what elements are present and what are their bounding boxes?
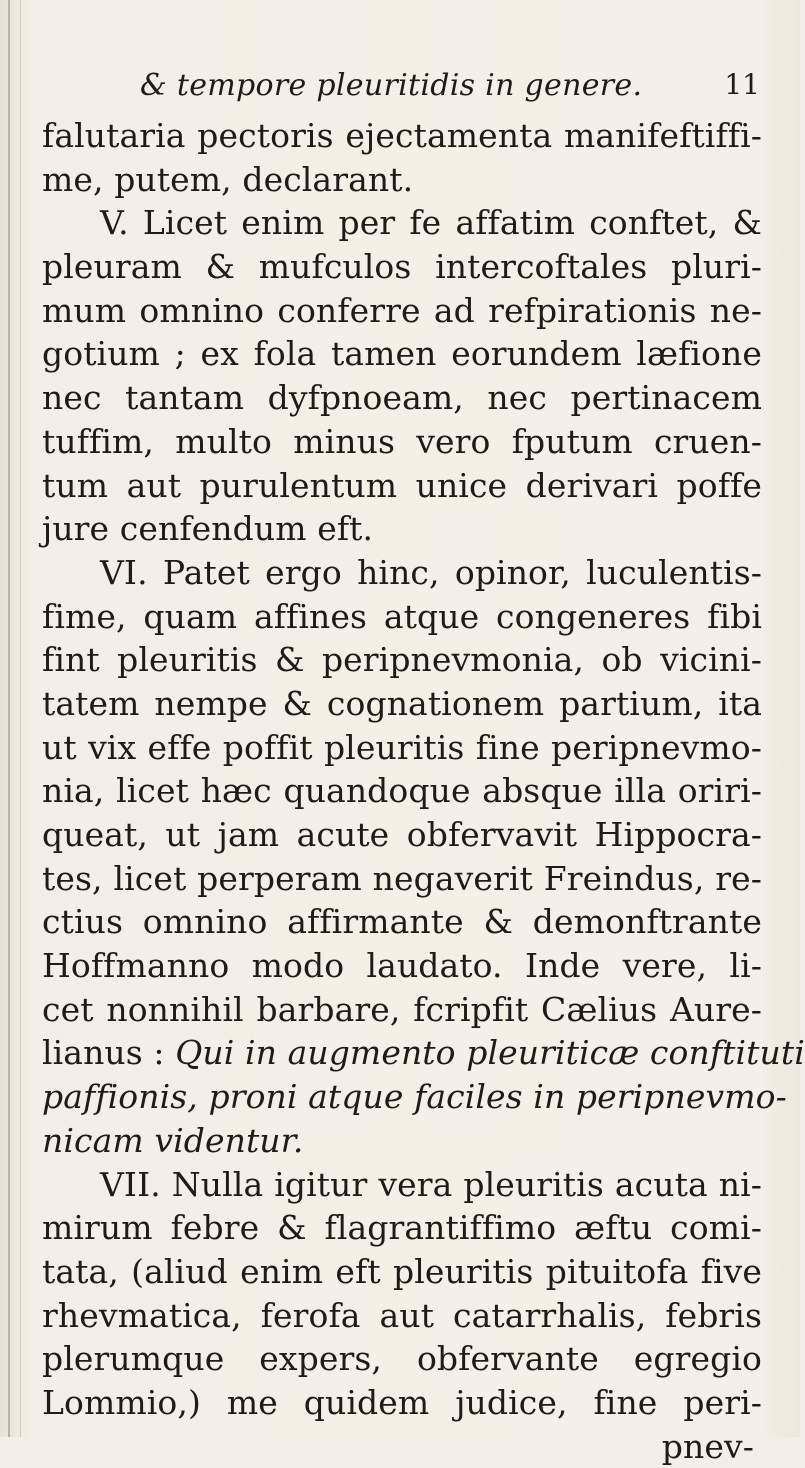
text-line: nec tantam dyfpnoeam, nec pertinacem [42,378,762,418]
text-line: Hoffmanno modo laudato. Inde vere, li- [42,946,762,986]
text-line: plerumque expers, obfervante egregio [42,1339,762,1379]
text-line: mirum febre & flagrantiffimo æftu comi- [42,1208,762,1248]
text-line: fint pleuritis & peripnevmonia, ob vicini- [42,640,762,680]
text-line: falutaria pectoris ejectamenta manifeftiffi- [42,116,762,155]
text-line: tata, (aliud enim eft pleuritis pituitofa five [42,1251,762,1291]
binding-edge [8,0,10,1437]
italic-quote-line: nicam videntur. [42,1120,304,1160]
text-line: tatem nempe & cognationem partium, ita [42,683,762,723]
text-line: tuffim, multo minus vero fputum cruen- [42,421,762,461]
text-line: nia, licet hæc quandoque absque illa oriri- [42,771,762,811]
text-line: tum aut purulentum unice derivari poffe [42,465,762,505]
binding-edge-inner [20,0,21,1437]
text-line: cet nonnihil barbare, fcripfit Cælius Aure- [42,989,762,1029]
text-line: rhevmatica, ferofa aut catarrhalis, febris [42,1295,762,1335]
running-head: & tempore pleuritidis in genere. [140,68,643,103]
italic-quote-line: paffionis, proni atque faciles in peripnevmo- [42,1077,787,1117]
body-text [42,114,805,1468]
catchword: pnev- [661,1426,754,1466]
text-fragment: lianus : [42,1033,165,1073]
text-line: ut vix effe poffit pleuritis fine peripnevmo- [42,727,762,767]
text-line: ctius omnino affirmante & demonftrante [42,902,762,942]
page-header [140,68,760,108]
text-line: Lommio,) me quidem judice, fine peri- [42,1382,762,1422]
section-v-start: V. Licet enim per fe affatim conftet, & [100,203,762,243]
quote-line [42,1031,805,1075]
text-line: gotium ; ex fola tamen eorundem læfione [42,334,762,374]
section-vii-start: VII. Nulla igitur vera pleuritis acuta ni- [100,1164,762,1204]
text-line: tes, licet perperam negaverit Freindus, re- [42,858,762,898]
text-line: queat, ut jam acute obfervavit Hippocra- [42,815,762,854]
italic-quote: Qui in augmento pleuriticæ conftituti [175,1033,805,1073]
text-line: jure cenfendum eft. [42,509,374,549]
text-line: me, putem, declarant. [42,159,414,199]
page-number: 11 [724,68,760,101]
text-line: mum omnino conferre ad refpirationis ne- [42,290,762,330]
text-line: pleuram & mufculos intercoftales pluri- [42,247,762,287]
section-vi-start: VI. Patet ergo hinc, opinor, luculentis- [100,552,762,592]
text-line: fime, quam affines atque congeneres fibi [42,596,762,636]
